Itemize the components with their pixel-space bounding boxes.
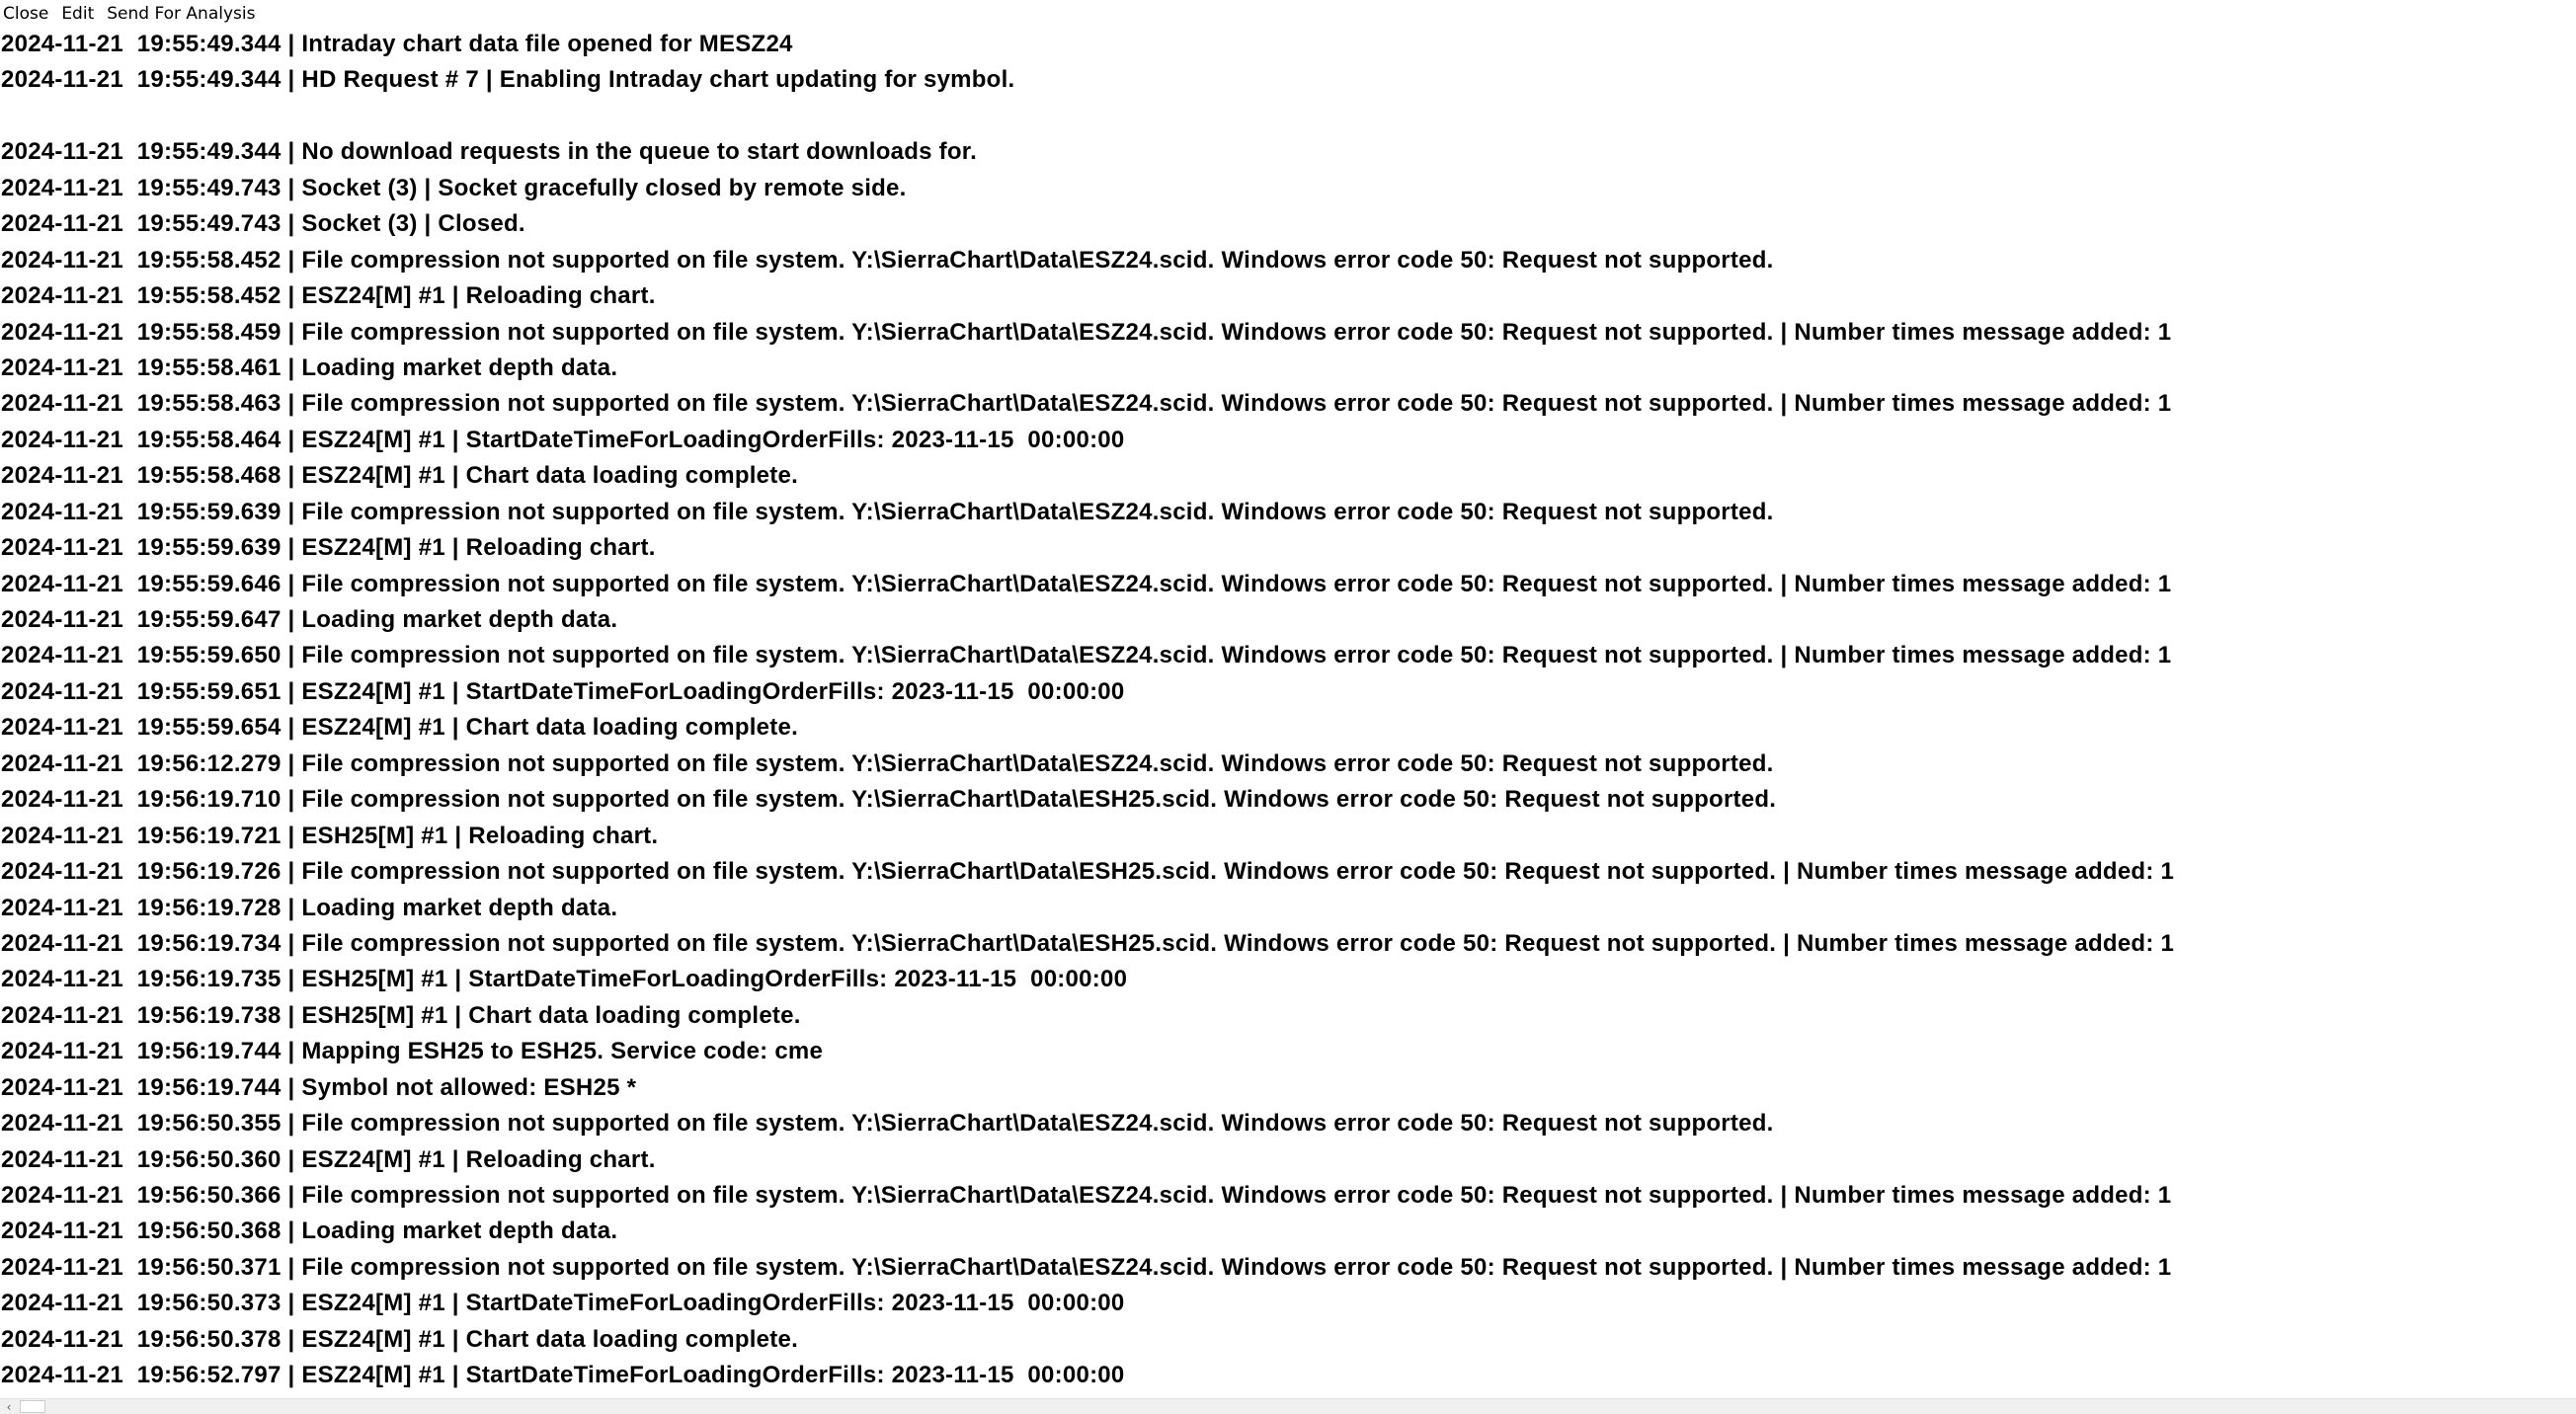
log-line: 2024-11-21 19:55:58.464 | ESZ24[M] #1 | StartDateTimeForLoadingOrderFills: 2023-11-15 00:00:00 — [1, 426, 1125, 453]
log-line: 2024-11-21 19:56:19.726 | File compression not supported on file system. Y:\SierraChart\Data\ESH25.scid. Windows error code 50: Request not supported. | Number times message added: 1 — [1, 858, 2175, 886]
log-line: 2024-11-21 19:56:19.735 | ESH25[M] #1 | StartDateTimeForLoadingOrderFills: 2023-11-15 00:00:00 — [1, 966, 1128, 993]
log-line: 2024-11-21 19:56:50.360 | ESZ24[M] #1 | Reloading chart. — [1, 1145, 656, 1173]
log-line: 2024-11-21 19:56:19.738 | ESH25[M] #1 | Chart data loading complete. — [1, 1001, 801, 1029]
menu-send-for-analysis[interactable]: Send For Analysis — [107, 4, 256, 24]
log-line: 2024-11-21 19:55:49.743 | Socket (3) | Socket gracefully closed by remote side. — [1, 174, 907, 201]
menu-bar — [0, 0, 2576, 28]
log-line: 2024-11-21 19:56:19.744 | Mapping ESH25 to ESH25. Service code: cme — [1, 1038, 824, 1065]
log-line: 2024-11-21 19:55:58.452 | ESZ24[M] #1 | Reloading chart. — [1, 282, 656, 310]
log-line: 2024-11-21 19:55:59.646 | File compression not supported on file system. Y:\SierraChart\Data\ESZ24.scid. Windows error code 50: Request not supported. | Number times message added: 1 — [1, 570, 2172, 597]
log-line: 2024-11-21 19:55:59.639 | ESZ24[M] #1 | Reloading chart. — [1, 534, 656, 562]
log-line: 2024-11-21 19:55:59.650 | File compression not supported on file system. Y:\SierraChart\Data\ESZ24.scid. Windows error code 50: Request not supported. | Number times message added: 1 — [1, 642, 2172, 669]
log-line: 2024-11-21 19:56:19.744 | Symbol not allowed: ESH25 * — [1, 1073, 637, 1101]
menu-edit[interactable]: Edit — [61, 4, 95, 24]
log-line: 2024-11-21 19:56:50.373 | ESZ24[M] #1 | StartDateTimeForLoadingOrderFills: 2023-11-15 00:00:00 — [1, 1290, 1125, 1317]
log-line: 2024-11-21 19:55:49.743 | Socket (3) | Closed. — [1, 210, 525, 238]
chevron-left-icon[interactable]: ‹ — [6, 1399, 12, 1414]
log-line: 2024-11-21 19:56:50.368 | Loading market depth data. — [1, 1218, 618, 1245]
log-line: 2024-11-21 19:55:49.344 | No download requests in the queue to start downloads for. — [1, 138, 977, 166]
log-line: 2024-11-21 19:56:50.366 | File compression not supported on file system. Y:\SierraChart\Data\ESZ24.scid. Windows error code 50: Request not supported. | Number times message added: 1 — [1, 1182, 2172, 1209]
log-line — [0, 99, 2576, 134]
log-line: 2024-11-21 19:56:19.710 | File compression not supported on file system. Y:\SierraChart\Data\ESH25.scid. Windows error code 50: Request not supported. — [1, 786, 1777, 814]
log-line: 2024-11-21 19:55:58.461 | Loading market depth data. — [1, 354, 618, 381]
log-line: 2024-11-21 19:55:59.647 | Loading market depth data. — [1, 606, 618, 633]
log-line: 2024-11-21 19:56:50.378 | ESZ24[M] #1 | Chart data loading complete. — [1, 1325, 798, 1353]
log-line: 2024-11-21 19:55:59.651 | ESZ24[M] #1 | StartDateTimeForLoadingOrderFills: 2023-11-15 00:00:00 — [1, 677, 1125, 705]
log-line: 2024-11-21 19:56:50.355 | File compression not supported on file system. Y:\SierraChart\Data\ESZ24.scid. Windows error code 50: Request not supported. — [1, 1110, 1774, 1138]
scroll-thumb[interactable] — [20, 1400, 45, 1413]
log-line: 2024-11-21 19:56:52.797 | ESZ24[M] #1 | StartDateTimeForLoadingOrderFills: 2023-11-15 00:00:00 — [1, 1362, 1125, 1389]
log-line: 2024-11-21 19:55:49.344 | Intraday chart data file opened for MESZ24 — [1, 31, 793, 57]
log-line: 2024-11-21 19:56:19.734 | File compression not supported on file system. Y:\SierraChart\Data\ESH25.scid. Windows error code 50: Request not supported. | Number times message added: 1 — [1, 929, 2175, 957]
log-line: 2024-11-21 19:55:59.639 | File compression not supported on file system. Y:\SierraChart\Data\ESZ24.scid. Windows error code 50: Request not supported. — [1, 498, 1774, 525]
log-line: 2024-11-21 19:56:19.728 | Loading market depth data. — [1, 894, 618, 921]
message-log[interactable] — [0, 27, 2576, 1399]
log-line: 2024-11-21 19:55:59.654 | ESZ24[M] #1 | Chart data loading complete. — [1, 714, 798, 742]
log-line: 2024-11-21 19:56:19.721 | ESH25[M] #1 | Reloading chart. — [1, 822, 659, 849]
log-line: 2024-11-21 19:55:58.459 | File compression not supported on file system. Y:\SierraChart\Data\ESZ24.scid. Windows error code 50: Request not supported. | Number times message added: 1 — [1, 318, 2172, 346]
horizontal-scrollbar[interactable] — [0, 1398, 2576, 1414]
log-line: 2024-11-21 19:56:12.279 | File compression not supported on file system. Y:\SierraChart\Data\ESZ24.scid. Windows error code 50: Request not supported. — [1, 749, 1774, 777]
log-line: 2024-11-21 19:55:58.452 | File compression not supported on file system. Y:\SierraChart\Data\ESZ24.scid. Windows error code 50: Request not supported. — [1, 246, 1774, 274]
menu-close[interactable]: Close — [3, 4, 49, 24]
log-line: 2024-11-21 19:55:58.463 | File compression not supported on file system. Y:\SierraChart\Data\ESZ24.scid. Windows error code 50: Request not supported. | Number times message added: 1 — [1, 390, 2172, 418]
log-line: 2024-11-21 19:55:58.468 | ESZ24[M] #1 | Chart data loading complete. — [1, 462, 798, 490]
log-line: 2024-11-21 19:56:50.371 | File compression not supported on file system. Y:\SierraChart\Data\ESZ24.scid. Windows error code 50: Request not supported. | Number times message added: 1 — [1, 1253, 2172, 1281]
log-line: 2024-11-21 19:55:49.344 | HD Request # 7 | Enabling Intraday chart updating for symbol. — [1, 66, 1015, 94]
